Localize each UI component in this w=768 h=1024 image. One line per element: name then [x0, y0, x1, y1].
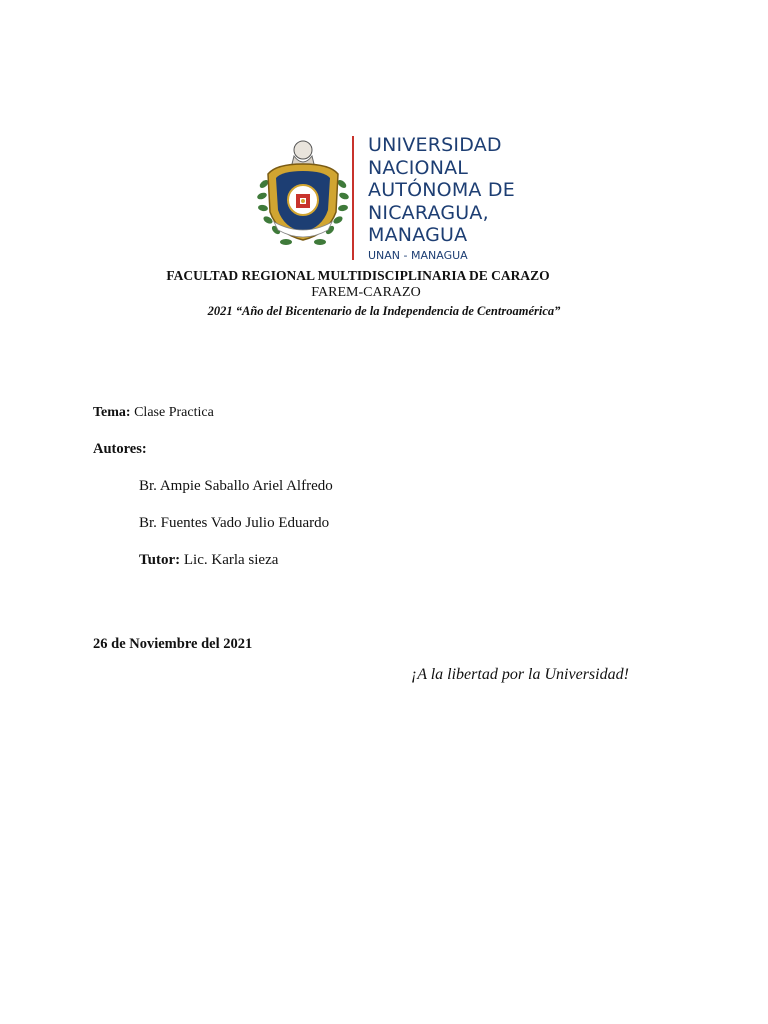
faculty-title: FACULTAD REGIONAL MULTIDISCIPLINARIA DE CARAZO	[166, 268, 550, 283]
tutor-line	[139, 552, 278, 569]
campus-name: FAREM-CARAZO	[311, 285, 421, 300]
year-motto: 2021 “Año del Bicentenario de la Independencia de Centroamérica”	[207, 304, 561, 318]
tema-label: Tema:	[93, 405, 131, 420]
tema-value: Clase Practica	[134, 405, 214, 420]
tema-line	[93, 405, 214, 421]
wordmark-line-3: AUTÓNOMA DE	[368, 179, 515, 201]
university-wordmark	[368, 134, 515, 247]
wordmark-line-5: MANAGUA	[368, 224, 468, 246]
author-name: Br. Ampie Saballo Ariel Alfredo	[139, 478, 333, 494]
wordmark-line-2: NACIONAL	[368, 156, 469, 179]
logo-divider	[352, 136, 354, 260]
tutor-value: Lic. Karla sieza	[183, 552, 279, 568]
wordmark-line-1: UNIVERSIDAD	[368, 134, 502, 156]
autores-label: Autores:	[93, 441, 147, 457]
wordmark-line-4: NICARAGUA,	[368, 201, 489, 224]
university-logo	[256, 134, 515, 270]
university-slogan: ¡A la libertad por la Universidad!	[411, 666, 629, 683]
tutor-label: Tutor:	[139, 552, 181, 568]
author-name: Br. Fuentes Vado Julio Eduardo	[139, 515, 330, 531]
wordmark-subtitle: UNAN - MANAGUA	[368, 249, 468, 262]
unan-crest-icon	[256, 134, 350, 250]
document-date: 26 de Noviembre del 2021	[93, 636, 253, 652]
